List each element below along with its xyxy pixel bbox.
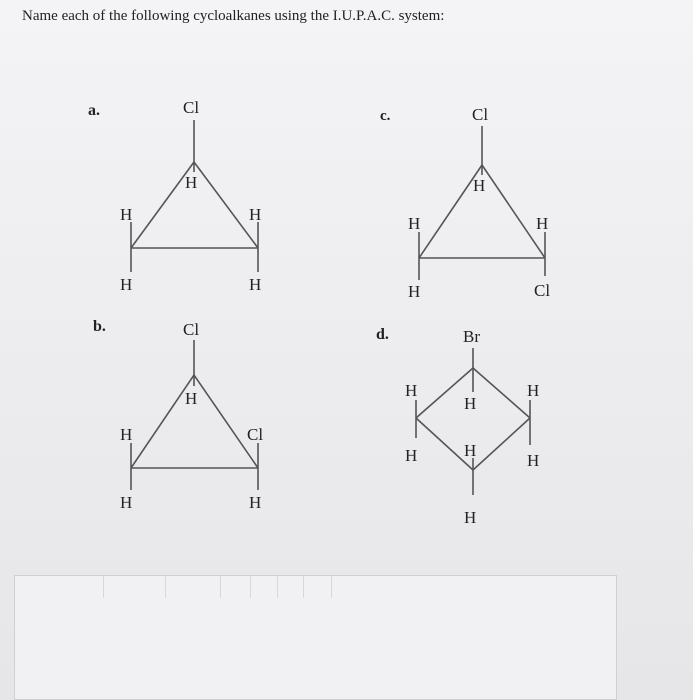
atom-label: Cl <box>183 320 200 339</box>
atom-label: Cl <box>534 281 551 300</box>
answer-input-box[interactable] <box>14 575 617 700</box>
atom-label: Cl <box>472 105 489 124</box>
atom-label: H <box>249 493 262 512</box>
divider <box>103 576 104 598</box>
atom-label: H <box>405 381 418 400</box>
atom-label: H <box>185 389 198 408</box>
atom-label: H <box>408 214 421 233</box>
atom-label: H <box>536 214 549 233</box>
atom-label: H <box>120 205 133 224</box>
question-text: Name each of the following cycloalkanes using the I.U.P.A.C. system: <box>22 8 445 24</box>
divider <box>250 576 251 598</box>
atom-label: H <box>527 381 540 400</box>
divider <box>303 576 304 598</box>
molecule-c <box>408 105 550 301</box>
molecule-b <box>120 320 263 512</box>
atom-label: Cl <box>183 98 200 117</box>
part-c-label: c. <box>380 108 391 124</box>
atom-label: H <box>120 493 133 512</box>
atom-label: H <box>249 275 262 294</box>
part-a-label: a. <box>88 102 100 119</box>
atom-label: H <box>120 425 133 444</box>
atom-label: H <box>120 275 133 294</box>
atom-label: Br <box>463 327 480 346</box>
molecule-d <box>405 327 539 527</box>
atom-label: H <box>464 394 477 413</box>
atom-label: H <box>408 282 421 301</box>
atom-label: H <box>464 441 477 460</box>
molecule-a <box>120 98 261 294</box>
atom-label: H <box>464 508 477 527</box>
atom-label: H <box>185 173 198 192</box>
divider <box>331 576 332 598</box>
divider <box>220 576 221 598</box>
part-d-label: d. <box>376 326 389 343</box>
atom-label: H <box>249 205 262 224</box>
part-b-label: b. <box>93 318 106 335</box>
divider <box>165 576 166 598</box>
atom-label: H <box>527 451 540 470</box>
divider <box>277 576 278 598</box>
atom-label: Cl <box>247 425 264 444</box>
atom-label: H <box>473 176 486 195</box>
atom-label: H <box>405 446 418 465</box>
